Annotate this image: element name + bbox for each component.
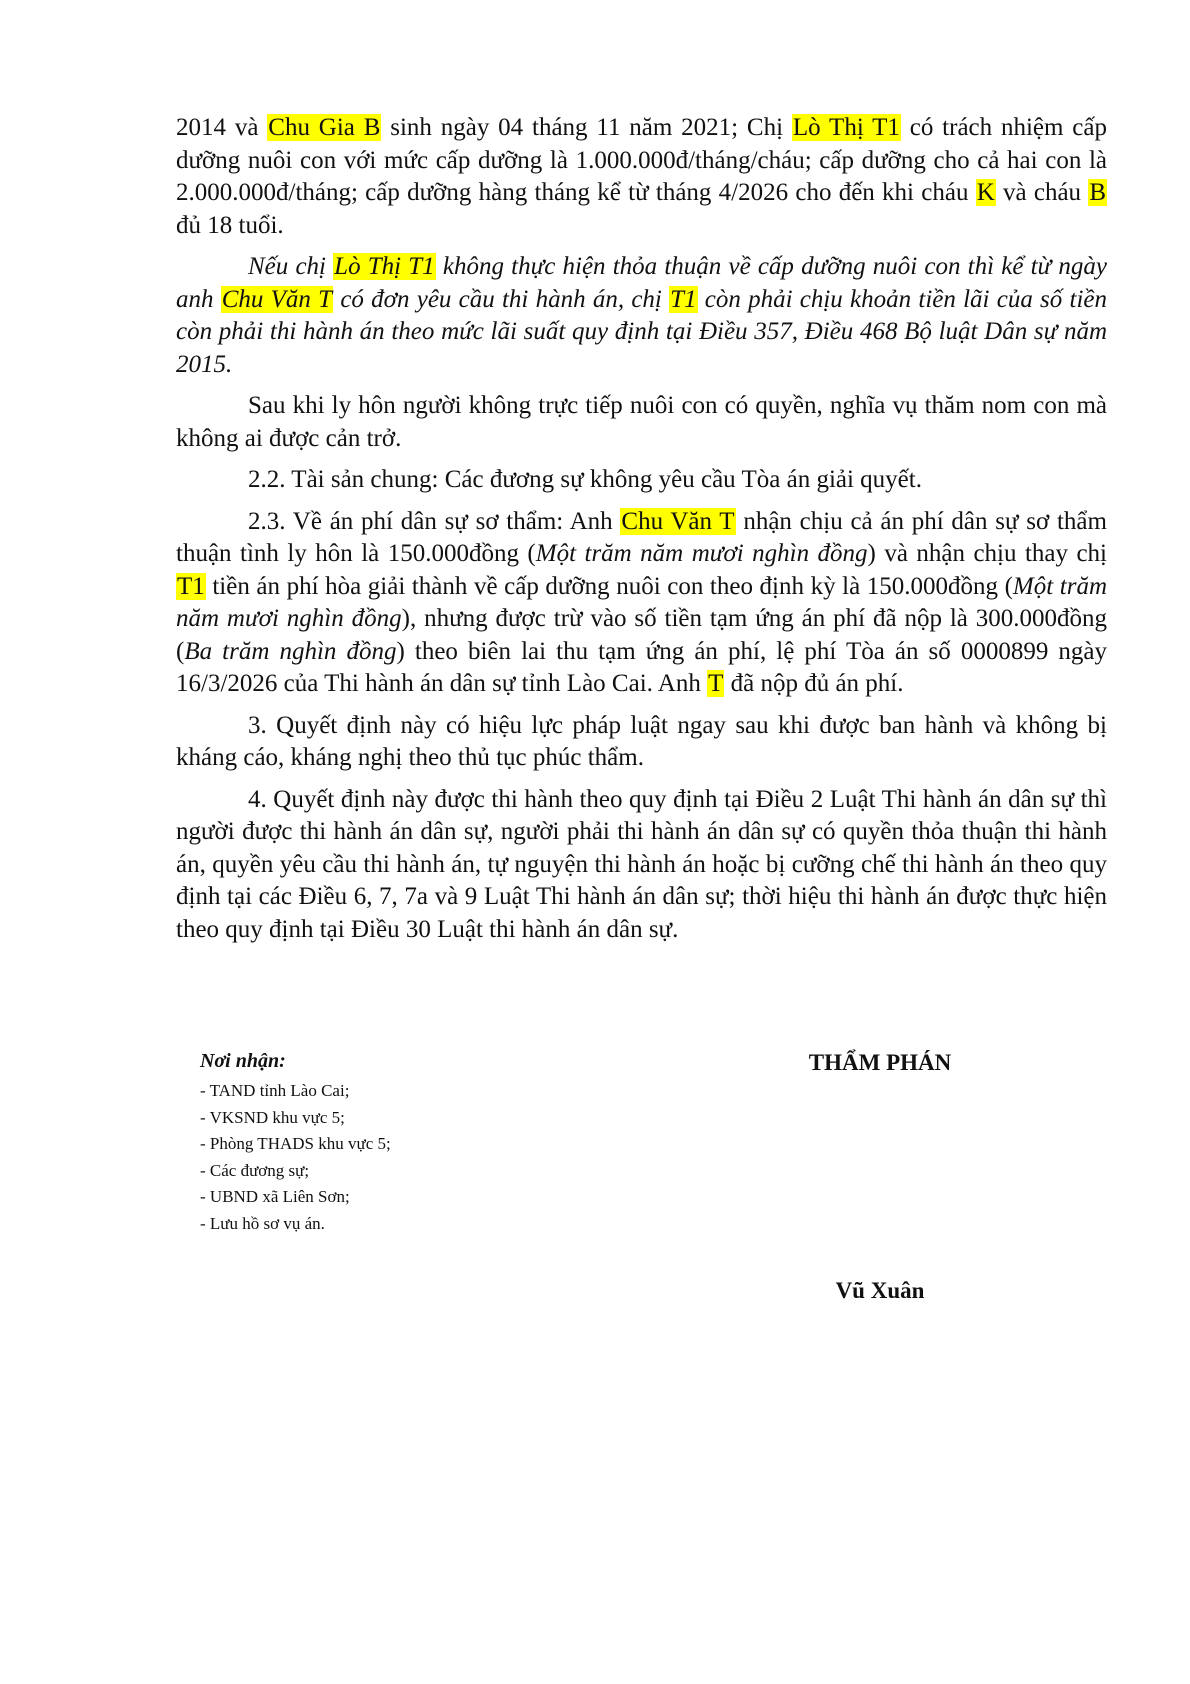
text-segment: đủ 18 tuổi. — [176, 211, 284, 239]
text-segment: có trách nhiệm cấp dưỡng nuôi con với mức cấp dưỡng là 1.000.000đ/tháng/cháu; cấp dưỡng cho cả hai con là 2.000.000đ/tháng; cấp dưỡng hàng tháng kể từ tháng 4/2026 cho đến khi cháu — [176, 114, 1107, 206]
redacted-name-highlight: Lò Thị T1 — [792, 114, 900, 141]
text-segment: ) theo biên lai thu tạm ứng án phí, lệ phí Tòa án số 0000899 ngày 16/3/2026 của Thi hành án dân sự tỉnh Lào Cai. Anh — [176, 637, 1107, 697]
redacted-name-highlight: B — [1089, 179, 1106, 206]
recipients-title: Nơi nhận: — [200, 1050, 286, 1072]
recipient-item: - Lưu hồ sơ vụ án. — [200, 1213, 325, 1233]
text-segment: tiền án phí hòa giải thành về cấp dưỡng nuôi con theo định kỳ là 150.000đồng ( — [205, 572, 1013, 600]
signature-name: Vũ Xuân — [835, 1278, 925, 1303]
recipients-block — [200, 1048, 620, 1237]
recipient-item: - VKSND khu vực 5; — [200, 1107, 345, 1127]
text-segment: sinh ngày 04 tháng 11 năm 2021; Chị — [381, 114, 792, 141]
text-segment: nhận chịu cả án phí dân sự sơ thẩm thuận tình ly hôn là 150.000đồng ( — [176, 507, 1107, 567]
paragraph-child-support — [176, 112, 1107, 242]
text-segment: 2.3. Về án phí dân sự sơ thẩm: Anh — [248, 507, 621, 535]
text-segment: đã nộp đủ án phí. — [724, 670, 904, 697]
text-segment: ), nhưng được trừ vào số tiền tạm ứng án phí đã nộp là 300.000đồng ( — [176, 605, 1108, 665]
text-segment: còn phải chịu khoản tiền lãi của số tiền còn phải thi hành án theo mức lãi suất quy định tại Điều 357, Điều 468 Bộ luật Dân sự năm 2015. — [176, 285, 1108, 378]
paragraph-court-fees — [176, 506, 1107, 701]
text-segment: có đơn yêu cầu thi hành án, chị — [333, 285, 670, 313]
redacted-name-highlight: Chu Văn T — [621, 507, 735, 535]
text-segment: 2014 và — [176, 114, 268, 141]
document-body — [176, 112, 1107, 955]
amount-in-words: Một trăm năm mươi nghìn đồng — [535, 540, 868, 567]
amount-in-words: Ba trăm nghìn đồng — [184, 637, 397, 665]
redacted-name-highlight: K — [976, 179, 995, 206]
recipient-item: - Phòng THADS khu vực 5; — [200, 1134, 391, 1153]
redacted-name-highlight: Lò Thị T1 — [334, 253, 435, 280]
paragraph-common-property: 2.2. Tài sản chung: Các đương sự không yêu cầu Tòa án giải quyết. — [248, 466, 922, 493]
redacted-name-highlight: T1 — [670, 285, 697, 313]
paragraph-visitation-rights: Sau khi ly hôn người không trực tiếp nuôi con có quyền, nghĩa vụ thăm nom con mà không ai được cản trở. — [176, 392, 1107, 452]
amount-in-words: Một trăm năm mươi nghìn đồng — [176, 572, 1107, 632]
text-segment: không thực hiện thỏa thuận về cấp dưỡng nuôi con thì kể từ ngày anh — [176, 253, 1107, 313]
recipients-list — [200, 1078, 620, 1237]
redacted-name-highlight: T — [708, 670, 724, 697]
text-segment: ) và nhận chịu thay chị — [867, 540, 1107, 567]
redacted-name-highlight: Chu Gia B — [268, 114, 381, 141]
paragraph-enforcement: 4. Quyết định này được thi hành theo quy định tại Điều 2 Luật Thi hành án dân sự thì người được thi hành án dân sự, người phải thi hành án dân sự có quyền thỏa thuận thi hành án, quyền yêu cầu thi hành án, tự nguyện thi hành án hoặc bị cưỡng chế thi hành án theo quy định tại các Điều 6, 7, 7a và 9 Luật Thi hành án dân sự; thời hiệu thi hành án được thực hiện theo quy định tại Điều 30 Luật thi hành án dân sự. — [176, 785, 1107, 943]
text-segment: và cháu — [995, 179, 1089, 206]
recipient-item: - Các đương sự; — [200, 1160, 310, 1180]
text-segment: Nếu chị — [248, 253, 334, 280]
paragraph-legal-effect: 3. Quyết định này có hiệu lực pháp luật ngay sau khi được ban hành và không bị kháng cáo, kháng nghị theo thủ tục phúc thẩm. — [176, 711, 1107, 771]
recipient-item: - UBND xã Liên Sơn; — [200, 1187, 350, 1206]
recipient-item: - TAND tỉnh Lào Cai; — [200, 1081, 350, 1100]
redacted-name-highlight: Chu Văn T — [221, 285, 333, 313]
redacted-name-highlight: T1 — [177, 572, 205, 600]
signature-title: THẨM PHÁN — [808, 1050, 952, 1075]
paragraph-late-interest — [176, 251, 1107, 381]
